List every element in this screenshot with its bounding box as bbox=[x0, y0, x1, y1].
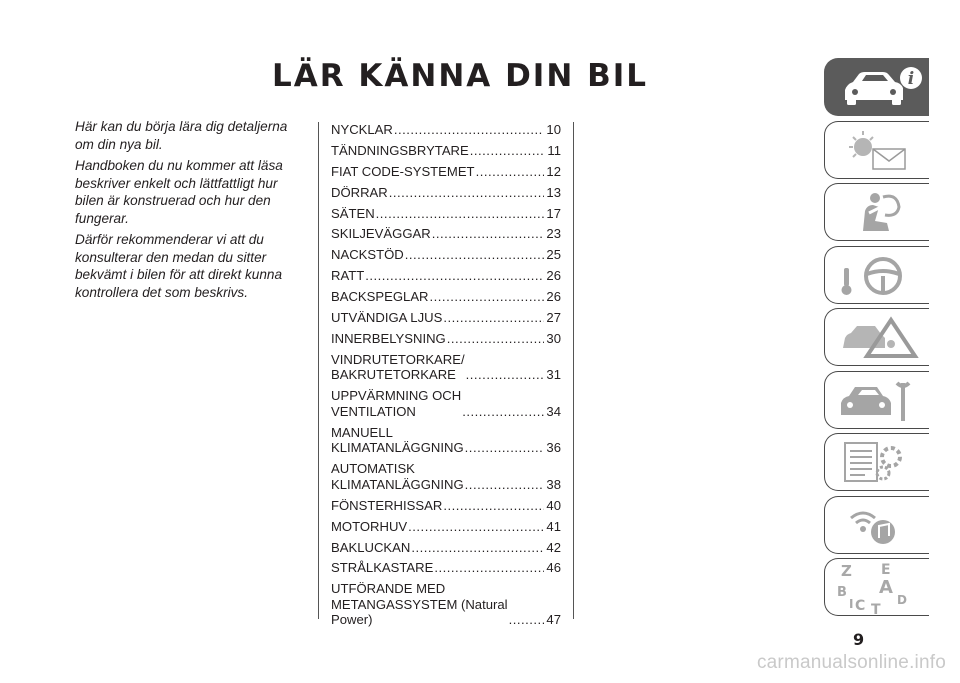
page-number: 9 bbox=[853, 630, 865, 649]
toc-entry[interactable] bbox=[331, 425, 561, 456]
tab-starting-driving[interactable] bbox=[824, 246, 929, 304]
toc-entry-title: RATT bbox=[331, 268, 365, 284]
toc-leader-dots bbox=[434, 560, 544, 576]
index-letter: D bbox=[897, 593, 907, 607]
toc-entry-title: BACKSPEGLAR bbox=[331, 289, 429, 305]
toc-leader-dots bbox=[465, 440, 545, 456]
technical-data-icon bbox=[835, 437, 925, 489]
toc-leader-dots bbox=[411, 540, 544, 556]
toc-entry-page: 23 bbox=[546, 226, 561, 242]
multimedia-icon bbox=[835, 500, 925, 552]
index-letter: I bbox=[849, 597, 854, 611]
intro-paragraph: Handboken du nu kommer att läsa beskriver enkelt och lättfattligt hur bilen är konstruerad och hur den fungerar. bbox=[75, 158, 283, 226]
index-letter: B bbox=[837, 585, 847, 600]
toc-entry-title: NYCKLAR bbox=[331, 122, 393, 137]
index-letter: T bbox=[871, 602, 881, 614]
intro-text bbox=[75, 118, 307, 305]
airbag-seat-icon bbox=[835, 187, 925, 239]
toc-entry[interactable] bbox=[331, 560, 561, 576]
toc-entry-page: 30 bbox=[546, 330, 561, 346]
car-service-icon bbox=[835, 375, 925, 427]
toc-entry[interactable] bbox=[331, 519, 561, 535]
intro-paragraph: Här kan du börja lära dig detaljerna om din nya bil. bbox=[75, 119, 288, 152]
toc-entry-title: UTFÖRANDE MED METANGASSYSTEM (Natural Power) bbox=[331, 581, 508, 628]
toc-entry[interactable] bbox=[331, 185, 561, 201]
toc-leader-dots bbox=[465, 477, 545, 493]
toc-entry-page: 17 bbox=[546, 205, 561, 221]
toc-entry-page: 27 bbox=[546, 310, 561, 326]
page-title: LÄR KÄNNA DIN BIL bbox=[271, 58, 648, 94]
column-divider-left bbox=[318, 122, 319, 619]
tab-technical-data[interactable] bbox=[824, 433, 929, 491]
toc-leader-dots bbox=[470, 143, 545, 159]
toc-entry-title: BAKLUCKAN bbox=[331, 539, 411, 555]
toc-leader-dots bbox=[430, 289, 545, 305]
toc-entry[interactable] bbox=[331, 498, 561, 514]
toc-entry-title: UTVÄNDIGA LJUS bbox=[331, 310, 443, 326]
toc-leader-dots bbox=[389, 185, 545, 201]
toc-entry-title: SKILJEVÄGGAR bbox=[331, 226, 431, 242]
toc-entry-page: 26 bbox=[546, 268, 561, 284]
alphabetical-index-icon bbox=[835, 562, 925, 614]
toc-entry-title: INNERBELYSNING bbox=[331, 330, 446, 346]
toc-entry[interactable] bbox=[331, 226, 561, 242]
toc-entry-page: 26 bbox=[546, 289, 561, 305]
toc-entry-title: STRÅLKASTARE bbox=[331, 560, 434, 576]
toc-entry[interactable] bbox=[331, 206, 561, 222]
warning-lights-icon bbox=[835, 125, 925, 177]
toc-entry[interactable] bbox=[331, 247, 561, 263]
toc-entry-page: 46 bbox=[546, 560, 561, 576]
table-of-contents bbox=[331, 122, 561, 633]
toc-entry[interactable] bbox=[331, 388, 561, 419]
toc-leader-dots bbox=[476, 164, 545, 180]
toc-entry[interactable] bbox=[331, 352, 561, 383]
toc-entry-page: 13 bbox=[546, 184, 561, 200]
toc-entry-page: 12 bbox=[546, 163, 561, 179]
toc-entry-title: VINDRUTETORKARE/ BAKRUTETORKARE bbox=[331, 351, 465, 383]
tab-warning-lights[interactable] bbox=[824, 121, 929, 179]
toc-entry[interactable] bbox=[331, 331, 561, 347]
toc-entry-page: 11 bbox=[547, 142, 561, 158]
tab-multimedia[interactable] bbox=[824, 496, 929, 554]
toc-entry[interactable] bbox=[331, 581, 561, 628]
toc-entry-title: FÖNSTERHISSAR bbox=[331, 497, 443, 513]
toc-entry-page: 31 bbox=[546, 367, 561, 383]
toc-entry-page: 41 bbox=[546, 518, 561, 534]
toc-entry[interactable] bbox=[331, 122, 561, 138]
toc-entry[interactable] bbox=[331, 540, 561, 556]
tab-know-your-car[interactable] bbox=[824, 58, 929, 116]
emergency-triangle-icon bbox=[835, 312, 925, 364]
toc-entry-page: 47 bbox=[546, 612, 561, 628]
chapter-tabs bbox=[824, 58, 929, 621]
toc-entry-title: FIAT CODE-SYSTEMET bbox=[331, 163, 475, 179]
toc-entry-page: 34 bbox=[546, 403, 561, 419]
toc-entry-page: 40 bbox=[546, 497, 561, 513]
toc-entry[interactable] bbox=[331, 289, 561, 305]
tab-servicing[interactable] bbox=[824, 371, 929, 429]
toc-leader-dots bbox=[408, 519, 544, 535]
toc-leader-dots bbox=[509, 612, 545, 628]
toc-entry-page: 42 bbox=[546, 539, 561, 555]
toc-leader-dots bbox=[365, 268, 544, 284]
toc-leader-dots bbox=[443, 498, 544, 514]
toc-entry-page: 10 bbox=[546, 122, 561, 137]
toc-entry[interactable] bbox=[331, 164, 561, 180]
toc-leader-dots bbox=[405, 247, 545, 263]
toc-entry-title: SÄTEN bbox=[331, 205, 375, 221]
column-divider-right bbox=[573, 122, 574, 619]
toc-entry[interactable] bbox=[331, 461, 561, 492]
tab-emergency[interactable] bbox=[824, 308, 929, 366]
toc-entry[interactable] bbox=[331, 310, 561, 326]
toc-entry-page: 25 bbox=[546, 247, 561, 263]
toc-leader-dots bbox=[466, 367, 545, 383]
index-letter: Z bbox=[841, 562, 852, 580]
index-letter: E bbox=[881, 562, 891, 578]
toc-entry-title: MANUELL KLIMATANLÄGGNING bbox=[331, 424, 464, 456]
toc-entry-title: AUTOMATISK KLIMATANLÄGGNING bbox=[331, 461, 464, 492]
toc-leader-dots bbox=[443, 310, 544, 326]
svg-text:i: i bbox=[907, 69, 915, 89]
toc-entry-page: 36 bbox=[546, 440, 561, 456]
toc-entry[interactable] bbox=[331, 143, 561, 159]
key-steering-wheel-icon bbox=[835, 250, 925, 302]
index-letter: A bbox=[879, 577, 893, 598]
toc-leader-dots bbox=[394, 122, 545, 138]
tab-safety[interactable] bbox=[824, 183, 929, 241]
intro-paragraph: Därför rekommenderar vi att du konsulterar den medan du sitter bekvämt i bilen för att direkt kunna kontrollera det som beskrivs. bbox=[75, 232, 283, 300]
tab-index[interactable] bbox=[824, 558, 929, 616]
toc-entry-page: 38 bbox=[546, 476, 561, 492]
car-info-icon bbox=[835, 62, 925, 114]
toc-entry-title: UPPVÄRMNING OCH VENTILATION bbox=[331, 388, 462, 419]
toc-leader-dots bbox=[376, 206, 545, 222]
toc-leader-dots bbox=[462, 404, 544, 420]
toc-entry-title: NACKSTÖD bbox=[331, 247, 404, 263]
toc-leader-dots bbox=[432, 226, 545, 242]
toc-leader-dots bbox=[447, 331, 545, 347]
index-letter: C bbox=[855, 598, 866, 614]
toc-entry[interactable] bbox=[331, 268, 561, 284]
toc-entry-title: MOTORHUV bbox=[331, 518, 408, 534]
toc-entry-title: TÄNDNINGSBRYTARE bbox=[331, 142, 469, 158]
toc-entry-title: DÖRRAR bbox=[331, 184, 388, 200]
watermark: carmanualsonline.info bbox=[756, 652, 946, 673]
